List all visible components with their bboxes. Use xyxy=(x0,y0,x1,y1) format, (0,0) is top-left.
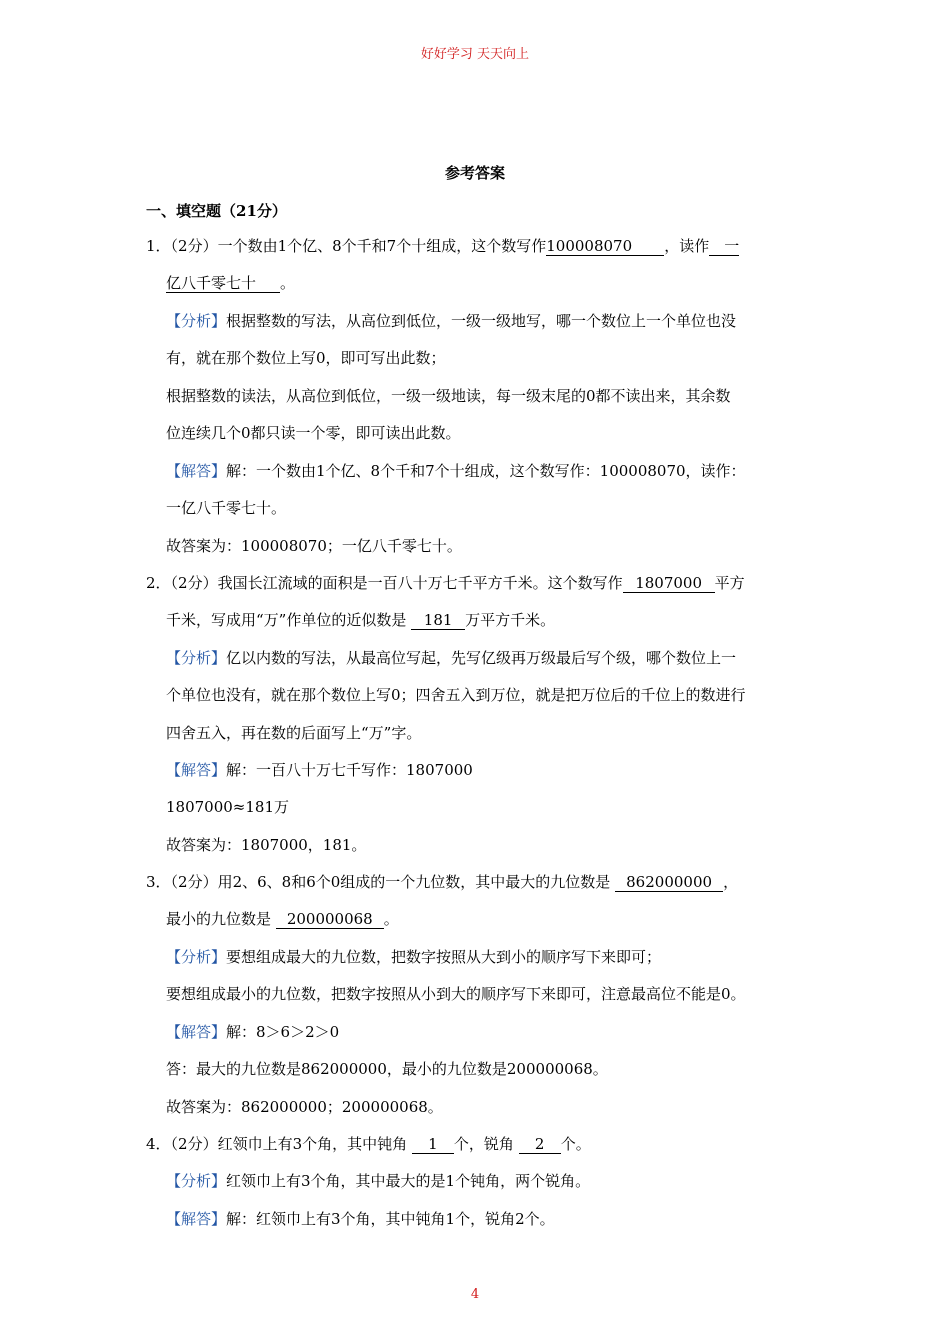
q2-blank-written: 1807000 xyxy=(623,575,715,593)
q4-answer-line1 xyxy=(166,1209,555,1229)
q1-stem-line1 xyxy=(146,236,739,256)
q3-analysis-text1: 要想组成最大的九位数，把数字按照从大到小的顺序写下来即可； xyxy=(226,948,662,966)
q3-answer-line2: 答：最大的九位数是862000000，最小的九位数是200000068。 xyxy=(166,1060,608,1078)
q2-stem-line2 xyxy=(166,610,555,630)
q2-analysis-line3: 四舍五入，再在数的后面写上“万”字。 xyxy=(166,724,422,742)
q2-stem-d: 万平方千米。 xyxy=(465,611,556,629)
analysis-tag: 【分析】 xyxy=(166,948,227,966)
analysis-tag: 【分析】 xyxy=(166,312,227,330)
q4-stem-a: （2分）红领巾上有3个角，其中钝角 xyxy=(170,1135,412,1153)
page-header-slogan: 好好学习 天天向上 xyxy=(420,47,530,62)
q4-number: 4． xyxy=(146,1135,171,1153)
answer-tag: 【解答】 xyxy=(166,761,227,779)
q4-blank-acute: 2 xyxy=(519,1136,561,1154)
q1-analysis-line3: 根据整数的读法，从高位到低位，一级一级地读，每一级末尾的0都不读出来，其余数 xyxy=(166,387,731,405)
q3-stem-d: 。 xyxy=(383,910,399,928)
q3-stem-line2 xyxy=(166,909,399,929)
analysis-tag: 【分析】 xyxy=(166,1172,227,1190)
q2-analysis-line2: 个单位也没有，就在那个数位上写0；四舍五入到万位，就是把万位后的千位上的数进行 xyxy=(166,686,746,704)
q3-stem-b: ， xyxy=(723,873,739,891)
q3-blank-smallest: 200000068 xyxy=(276,911,384,929)
q1-stem-b: ，读作 xyxy=(664,237,710,255)
q2-stem-line1 xyxy=(146,573,745,593)
section-heading: 一、填空题（21分） xyxy=(146,202,287,220)
q2-blank-approx: 181 xyxy=(411,612,465,630)
q1-blank-read-end: 亿八千零七十 xyxy=(166,275,280,293)
answer-tag: 【解答】 xyxy=(166,1023,227,1041)
q1-blank-written: 100008070 xyxy=(546,238,664,256)
q3-analysis-line2: 要想组成最小的九位数，把数字按照从小到大的顺序写下来即可，注意最高位不能是0。 xyxy=(166,985,746,1003)
q1-blank-read-start: 一 xyxy=(709,238,739,256)
q4-stem-b: 个，锐角 xyxy=(453,1135,519,1153)
q2-answer-text1: 解：一百八十万七千写作：1807000 xyxy=(226,761,473,779)
q1-analysis-line4: 位连续几个0都只读一个零，即可读出此数。 xyxy=(166,424,461,442)
q3-stem-line1 xyxy=(146,872,738,892)
q4-analysis-text1: 红领巾上有3个角，其中最大的是1个钝角，两个锐角。 xyxy=(226,1172,591,1190)
q3-answer-line1 xyxy=(166,1022,339,1042)
q1-number: 1． xyxy=(146,237,171,255)
q1-stem-line2 xyxy=(166,273,295,293)
q2-stem-c: 千米，写成用“万”作单位的近似数是 xyxy=(166,611,412,629)
q2-answer-line1 xyxy=(166,760,473,780)
q1-final-answer: 故答案为：100008070；一亿八千零七十。 xyxy=(166,537,462,555)
q1-stem-c: 。 xyxy=(280,274,296,292)
q3-stem-c: 最小的九位数是 xyxy=(166,910,276,928)
q2-stem-a: （2分）我国长江流域的面积是一百八十万七千平方千米。这个数写作 xyxy=(170,574,623,592)
q2-analysis-line1 xyxy=(166,648,736,668)
q2-answer-line2: 1807000≈181万 xyxy=(166,798,290,816)
q3-stem-a: （2分）用2、6、8和6个0组成的一个九位数，其中最大的九位数是 xyxy=(170,873,616,891)
answer-tag: 【解答】 xyxy=(166,462,227,480)
page-number: 4 xyxy=(470,1287,480,1302)
q1-answer-line1 xyxy=(166,461,746,481)
q4-answer-text1: 解：红领巾上有3个角，其中钝角1个，锐角2个。 xyxy=(226,1210,555,1228)
q1-answer-line2: 一亿八千零七十。 xyxy=(166,499,287,517)
q4-analysis-line1 xyxy=(166,1171,590,1191)
q3-analysis-line1 xyxy=(166,947,661,967)
answer-tag: 【解答】 xyxy=(166,1210,227,1228)
page-title: 参考答案 xyxy=(444,164,505,182)
q1-analysis-text1: 根据整数的写法，从高位到低位，一级一级地写，哪一个数位上一个单位也没 xyxy=(226,312,737,330)
q3-blank-largest: 862000000 xyxy=(615,874,723,892)
q1-stem-a: （2分）一个数由1个亿、8个千和7个十组成，这个数写作 xyxy=(170,237,547,255)
q3-final-answer: 故答案为：862000000；200000068。 xyxy=(166,1098,443,1116)
q3-number: 3． xyxy=(146,873,171,891)
q2-number: 2． xyxy=(146,574,171,592)
q2-stem-b: 平方 xyxy=(714,574,745,592)
q1-answer-text1: 解：一个数由1个亿、8个千和7个十组成，这个数写作：100008070，读作： xyxy=(226,462,746,480)
q4-blank-obtuse: 1 xyxy=(412,1136,454,1154)
q4-stem-line1 xyxy=(146,1134,591,1154)
q1-analysis-line1 xyxy=(166,311,736,331)
q4-stem-c: 个。 xyxy=(560,1135,591,1153)
q1-analysis-line2: 有，就在那个数位上写0，即可写出此数； xyxy=(166,349,446,367)
q2-final-answer: 故答案为：1807000，181。 xyxy=(166,836,367,854)
q3-answer-text1: 解：8＞6＞2＞0 xyxy=(226,1023,340,1041)
analysis-tag: 【分析】 xyxy=(166,649,227,667)
q2-analysis-text1: 亿以内数的写法，从最高位写起，先写亿级再万级最后写个级，哪个数位上一 xyxy=(226,649,737,667)
